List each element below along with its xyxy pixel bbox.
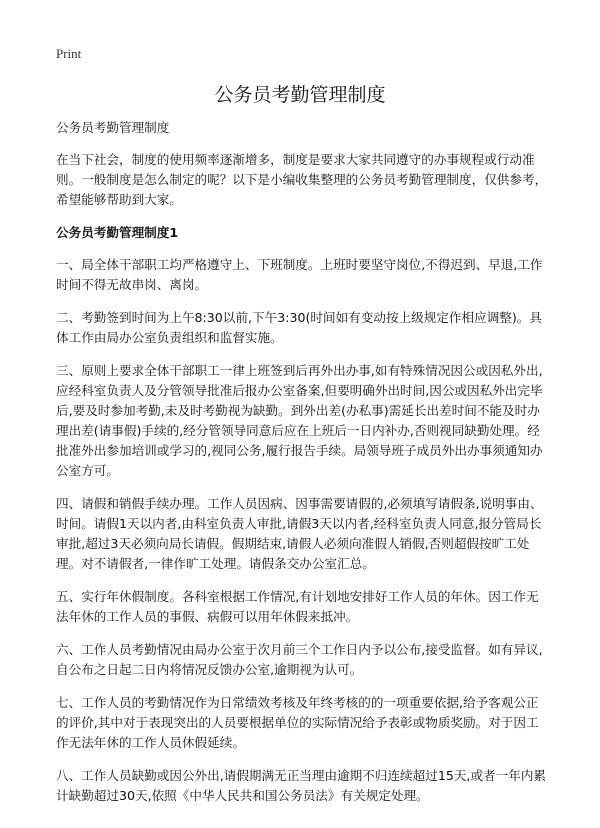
rule-paragraph-3: 三、原则上要求全体干部职工一律上班签到后再外出办事,如有特殊情况因公或因私外出,应经科室负责人及分管领导批准后报办公室备案,但要明确外出时间,因公或因私外出完毕后,要及时参加考勤,未及时考勤视为缺勤。到外出差(办私事)需延长出差时间不能及时办理出差(请事假)手续的,经分管领导同意后应在上班后一日内补办,否则视同缺勤处理。经批准外出参加培训或学习的,视同公务,履行报告手续。局领导班子成员外出办事须通知办公室方可。 bbox=[56, 363, 543, 478]
document-subtitle: 公务员考勤管理制度 bbox=[56, 120, 170, 135]
rule-paragraph-2: 二、考勤签到时间为上午8:30以前,下午3:30(时间如有变动按上级规定作相应调整)。具体工作由局办公室负责组织和监督实施。 bbox=[56, 310, 542, 345]
page-title: 公务员考勤管理制度 bbox=[214, 84, 386, 106]
section-heading: 公务员考勤管理制度1 bbox=[56, 225, 179, 240]
print-link[interactable]: Print bbox=[56, 46, 82, 61]
rule-paragraph-5: 五、实行年休假制度。各科室根据工作情况,有计划地安排好工作人员的年休。因工作无法年休的工作人员的事假、病假可以用年休假来抵冲。 bbox=[56, 589, 539, 624]
rule-paragraph-1: 一、局全体干部职工均严格遵守上、下班制度。上班时要坚守岗位,不得迟到、早退,工作时间不得无故串岗、离岗。 bbox=[56, 257, 543, 292]
rule-paragraph-8: 八、工作人员缺勤或因公外出,请假期满无正当理由逾期不归连续超过15天,或者一年内累计缺勤超过30天,依照《中华人民共和国公务员法》有关规定处理。 bbox=[56, 768, 547, 803]
rule-paragraph-7: 七、工作人员的考勤情况作为日常绩效考核及年终考核的的一项重要依据,给予客观公正的评价,其中对于表现突出的人员要根据单位的实际情况给予表彰或物质奖励。对于因工作无法年休的工作人员休假延续。 bbox=[56, 695, 539, 750]
document-body bbox=[56, 118, 548, 819]
rule-paragraph-4: 四、请假和销假手续办理。工作人员因病、因事需要请假的,必须填写请假条,说明事由、时间。请假1天以内者,由科室负责人审批,请假3天以内者,经科室负责人同意,报分管局长审批,超过3天必须向局长请假。假期结束,请假人必须向准假人销假,否则超假按旷工处理。对不请假者,一律作旷工处理。请假条交办公室汇总。 bbox=[56, 496, 543, 571]
intro-paragraph: 在当下社会，制度的使用频率逐渐增多，制度是要求大家共同遵守的办事规程或行动准则。一般制度是怎么制定的呢？以下是小编收集整理的公务员考勤管理制度，仅供参考，希望能够帮助到大家。 bbox=[56, 152, 548, 207]
rule-paragraph-6: 六、工作人员考勤情况由局办公室于次月前三个工作日内予以公布,接受监督。如有异议,自公布之日起二日内将情况反馈办公室,逾期视为认可。 bbox=[56, 642, 543, 677]
